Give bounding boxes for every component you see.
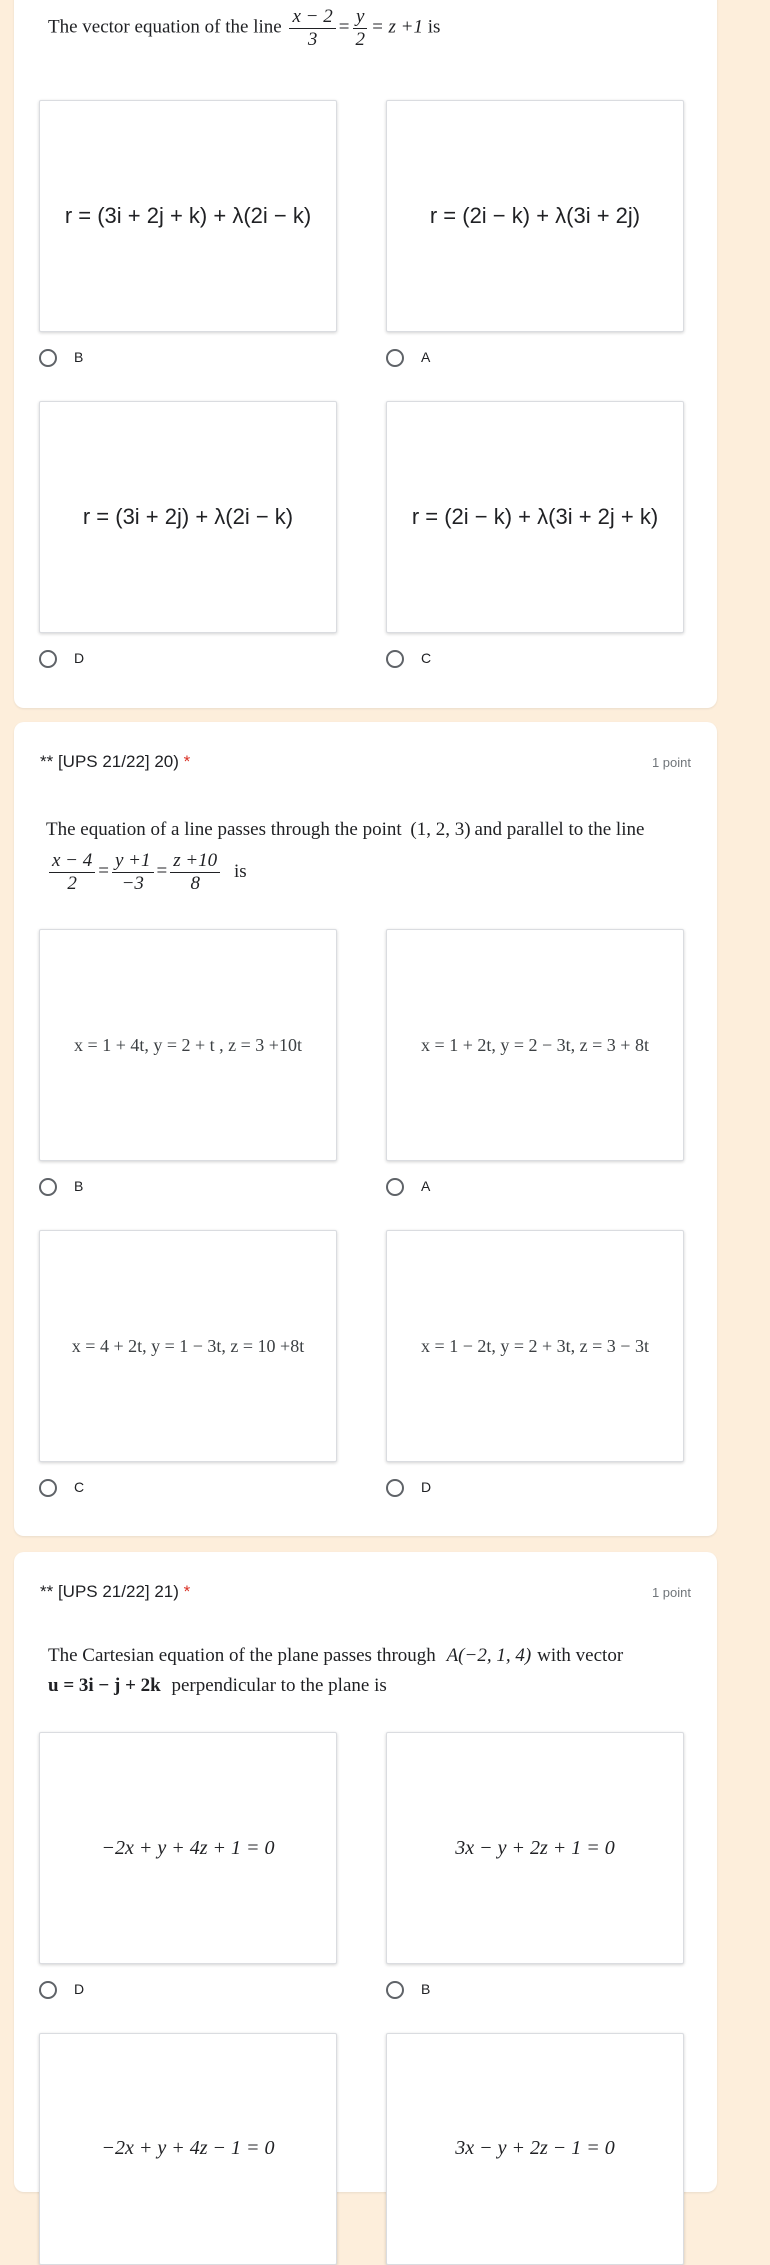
option-label[interactable]: C	[421, 650, 432, 666]
option-text: r = (3i + 2j) + λ(2i − k)	[82, 504, 294, 529]
option-image-b[interactable]	[386, 1732, 684, 1964]
option-text: r = (2i − k) + λ(3i + 2j)	[429, 203, 641, 228]
question-title: ** [UPS 21/22] 20) *	[40, 752, 191, 771]
radio-button[interactable]	[39, 650, 57, 668]
question-text-line2: $\frac{x - 4}{2}$ = $\frac{y +1}{-3}$ = $\frac{z +10}{8}$ is	[46, 850, 247, 895]
option-image-d[interactable]	[386, 1230, 684, 1462]
option-label[interactable]: A	[421, 1178, 431, 1194]
option-image-b[interactable]	[39, 100, 337, 332]
option-image-a[interactable]	[386, 100, 684, 332]
option-text: x = 1 − 2t, y = 2 + 3t, z = 3 − 3t	[421, 1335, 649, 1356]
fraction: $\frac{y +1}{-3}$	[112, 850, 154, 895]
question-text: The equation of a line passes through the point (1, 2, 3) and parallel to the line	[46, 819, 645, 840]
fraction: $\frac{z +10}{8}$	[170, 850, 220, 895]
radio-button[interactable]	[386, 1479, 404, 1497]
radio-button[interactable]	[39, 1479, 57, 1497]
option-image-d[interactable]	[39, 1732, 337, 1964]
question-text-suffix: is	[427, 16, 441, 38]
option-image-partial-left[interactable]	[39, 2033, 337, 2265]
option-text: x = 1 + 4t, y = 2 + t , z = 3 +10t	[74, 1034, 302, 1055]
equation-rhs: = z +1	[370, 16, 423, 38]
option-text: r = (2i − k) + λ(3i + 2j + k)	[411, 504, 659, 529]
points-label: 1 point	[651, 1585, 691, 1600]
radio-button[interactable]	[39, 1178, 57, 1196]
points-label: 1 point	[651, 755, 691, 770]
radio-button[interactable]	[39, 349, 57, 367]
required-asterisk: *	[183, 752, 191, 771]
point-coordinates: A(−2, 1, 4)	[446, 1645, 532, 1666]
radio-button[interactable]	[386, 1981, 404, 1999]
option-text: −2x + y + 4z + 1 = 0	[101, 1836, 275, 1859]
option-text: 3x − y + 2z + 1 = 0	[455, 1836, 615, 1859]
option-label[interactable]: B	[74, 1178, 84, 1194]
question-card-19	[14, 0, 717, 708]
option-label[interactable]: B	[421, 1981, 431, 1997]
option-text: 3x − y + 2z − 1 = 0	[455, 2137, 615, 2159]
question-title: ** [UPS 21/22] 21) *	[40, 1582, 191, 1601]
radio-button[interactable]	[39, 1981, 57, 1999]
option-image-a[interactable]	[386, 929, 684, 1161]
question-text: The Cartesian equation of the plane passes through A(−2, 1, 4) with vector	[48, 1645, 624, 1666]
required-asterisk: *	[183, 1582, 191, 1601]
option-label[interactable]: C	[74, 1479, 85, 1495]
question-card-21	[14, 1552, 717, 2192]
question-text-prefix: The vector equation of the line	[48, 16, 282, 38]
option-label[interactable]: A	[421, 349, 431, 365]
question-text: The vector equation of the line $\frac{x - 2}{3}$ = $\frac{y}{2}$ = z +1 is	[48, 6, 441, 50]
option-image-d[interactable]	[39, 401, 337, 633]
option-label[interactable]: D	[421, 1479, 432, 1495]
point-coordinates: (1, 2, 3)	[410, 819, 471, 840]
option-label[interactable]: B	[74, 349, 84, 365]
option-image-b[interactable]	[39, 929, 337, 1161]
radio-button[interactable]	[386, 1178, 404, 1196]
option-text: −2x + y + 4z − 1 = 0	[101, 2137, 275, 2159]
fraction: $\frac{x - 4}{2}$	[49, 850, 95, 895]
option-text: x = 4 + 2t, y = 1 − 3t, z = 10 +8t	[71, 1335, 305, 1356]
option-text: r = (3i + 2j + k) + λ(2i − k)	[64, 203, 312, 228]
question-card-20	[14, 722, 717, 1536]
fraction: $\frac{x - 2}{3}$	[289, 6, 335, 51]
option-image-c[interactable]	[39, 1230, 337, 1462]
option-image-c[interactable]	[386, 401, 684, 633]
fraction: $\frac{y}{2}$	[352, 6, 368, 51]
vector: u = 3i − j + 2k	[48, 1675, 161, 1696]
option-label[interactable]: D	[74, 1981, 85, 1997]
option-label[interactable]: D	[74, 650, 85, 666]
radio-button[interactable]	[386, 349, 404, 367]
radio-button[interactable]	[386, 650, 404, 668]
option-image-partial-right[interactable]	[386, 2033, 684, 2265]
question-text-line2: u = 3i − j + 2k perpendicular to the plane is	[48, 1675, 387, 1696]
option-text: x = 1 + 2t, y = 2 − 3t, z = 3 + 8t	[421, 1034, 649, 1055]
